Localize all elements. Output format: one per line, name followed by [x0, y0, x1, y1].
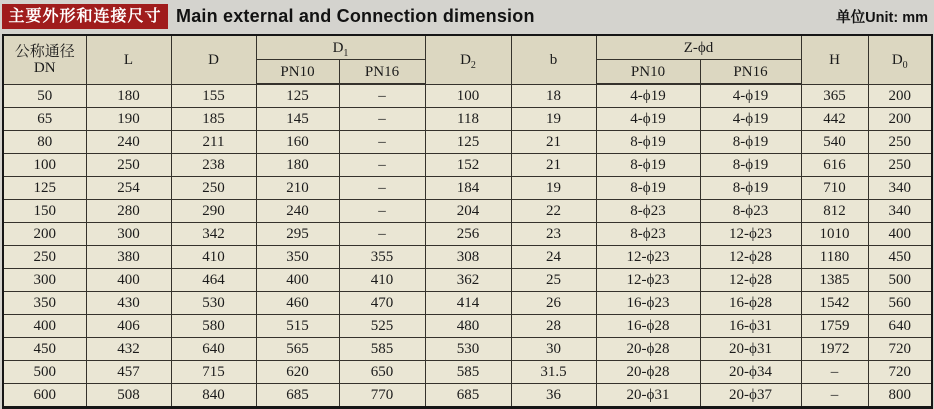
col-header-d: D [171, 35, 256, 84]
table-row [3, 177, 932, 200]
table-cell: 240 [86, 131, 171, 154]
table-cell: 280 [86, 200, 171, 223]
table-cell: 12-ϕ23 [596, 246, 700, 269]
table-cell: – [801, 384, 868, 408]
table-cell: 16-ϕ23 [596, 292, 700, 315]
table-cell: 8-ϕ19 [700, 154, 801, 177]
table-cell: 204 [425, 200, 511, 223]
col-header-h: H [801, 35, 868, 84]
table-cell: 685 [425, 384, 511, 408]
table-cell: 4-ϕ19 [700, 108, 801, 131]
col-header-dn-code: DN [33, 59, 56, 76]
table-cell: 155 [171, 84, 256, 108]
table-cell: – [339, 131, 425, 154]
table-cell: 515 [256, 315, 339, 338]
table-cell: 8-ϕ19 [596, 154, 700, 177]
table-cell: 30 [511, 338, 596, 361]
table-cell: 350 [3, 292, 86, 315]
table-row [3, 384, 932, 408]
table-cell: 254 [86, 177, 171, 200]
table-cell: 565 [256, 338, 339, 361]
table-cell: 406 [86, 315, 171, 338]
table-cell: 720 [868, 361, 932, 384]
table-cell: 414 [425, 292, 511, 315]
table-cell: 380 [86, 246, 171, 269]
table-cell: 600 [3, 384, 86, 408]
table-cell: 365 [801, 84, 868, 108]
table-cell: 20-ϕ31 [700, 338, 801, 361]
table-cell: 1972 [801, 338, 868, 361]
col-header-d0 [868, 35, 932, 84]
table-cell: 19 [511, 177, 596, 200]
table-cell: – [339, 177, 425, 200]
table-cell: 50 [3, 84, 86, 108]
table-cell: 238 [171, 154, 256, 177]
table-cell: 22 [511, 200, 596, 223]
table-row [3, 246, 932, 269]
table-cell: 290 [171, 200, 256, 223]
table-cell: 300 [3, 269, 86, 292]
table-cell: 432 [86, 338, 171, 361]
table-cell: 160 [256, 131, 339, 154]
col-header-dn [3, 35, 86, 84]
table-row [3, 292, 932, 315]
table-cell: – [339, 223, 425, 246]
table-cell: – [339, 200, 425, 223]
table-cell: 190 [86, 108, 171, 131]
table-cell: 1542 [801, 292, 868, 315]
dimension-table [2, 34, 933, 409]
table-cell: 400 [86, 269, 171, 292]
table-cell: 480 [425, 315, 511, 338]
table-cell: 8-ϕ23 [700, 200, 801, 223]
table-cell: 200 [3, 223, 86, 246]
table-cell: 31.5 [511, 361, 596, 384]
table-cell: 250 [3, 246, 86, 269]
table-cell: 355 [339, 246, 425, 269]
table-cell: 450 [868, 246, 932, 269]
table-cell: 250 [868, 154, 932, 177]
table-row [3, 223, 932, 246]
table-cell: 210 [256, 177, 339, 200]
unit-label: 单位Unit: mm [836, 10, 928, 26]
title-bar [0, 0, 934, 31]
table-row [3, 361, 932, 384]
table-cell: 8-ϕ19 [596, 131, 700, 154]
header-row-1 [3, 35, 932, 60]
table-cell: 8-ϕ19 [700, 177, 801, 200]
d1-base: D [332, 39, 344, 56]
table-cell: 150 [3, 200, 86, 223]
table-cell: 100 [425, 84, 511, 108]
table-cell: 185 [171, 108, 256, 131]
table-cell: 180 [86, 84, 171, 108]
table-cell: 145 [256, 108, 339, 131]
table-cell: 530 [171, 292, 256, 315]
table-row [3, 269, 932, 292]
table-cell: 8-ϕ19 [596, 177, 700, 200]
table-cell: 8-ϕ23 [596, 200, 700, 223]
table-cell: 100 [3, 154, 86, 177]
table-cell: 362 [425, 269, 511, 292]
table-cell: 460 [256, 292, 339, 315]
table-cell: 685 [256, 384, 339, 408]
table-cell: 580 [171, 315, 256, 338]
table-cell: 200 [868, 108, 932, 131]
table-cell: 200 [868, 84, 932, 108]
table-cell: 180 [256, 154, 339, 177]
table-cell: 840 [171, 384, 256, 408]
table-cell: 464 [171, 269, 256, 292]
table-cell: 812 [801, 200, 868, 223]
table-cell: 25 [511, 269, 596, 292]
table-cell: 720 [868, 338, 932, 361]
col-header-z-pn10: PN10 [596, 60, 700, 85]
table-cell: 36 [511, 384, 596, 408]
table-cell: 20-ϕ37 [700, 384, 801, 408]
table-cell: 12-ϕ23 [700, 223, 801, 246]
table-cell: 616 [801, 154, 868, 177]
table-cell: 4-ϕ19 [700, 84, 801, 108]
table-row [3, 131, 932, 154]
table-cell: 640 [171, 338, 256, 361]
table-cell: 250 [868, 131, 932, 154]
col-header-d2 [425, 35, 511, 84]
table-cell: 250 [86, 154, 171, 177]
table-cell: 21 [511, 131, 596, 154]
table-cell: 256 [425, 223, 511, 246]
table-cell: 295 [256, 223, 339, 246]
table-row [3, 200, 932, 223]
col-header-z-pn16: PN16 [700, 60, 801, 85]
table-cell: 21 [511, 154, 596, 177]
table-cell: 400 [256, 269, 339, 292]
table-cell: – [339, 154, 425, 177]
table-cell: 525 [339, 315, 425, 338]
table-cell: 457 [86, 361, 171, 384]
table-cell: 12-ϕ23 [596, 269, 700, 292]
col-header-d1-pn16: PN16 [339, 60, 425, 85]
table-cell: 8-ϕ19 [700, 131, 801, 154]
table-cell: 650 [339, 361, 425, 384]
table-header [3, 35, 932, 84]
table-cell: 4-ϕ19 [596, 84, 700, 108]
table-cell: 211 [171, 131, 256, 154]
table-cell: 16-ϕ28 [596, 315, 700, 338]
table-cell: 350 [256, 246, 339, 269]
table-cell: 16-ϕ31 [700, 315, 801, 338]
table-row [3, 108, 932, 131]
d2-base: D [460, 51, 471, 68]
table-cell: 470 [339, 292, 425, 315]
col-header-dn-zh: 公称通径 [14, 43, 75, 60]
table-cell: 24 [511, 246, 596, 269]
col-header-l: L [86, 35, 171, 84]
table-cell: – [339, 84, 425, 108]
page-title: Main external and Connection dimension [176, 6, 535, 26]
table-cell: 410 [339, 269, 425, 292]
table-cell: 508 [86, 384, 171, 408]
table-cell: 12-ϕ28 [700, 246, 801, 269]
table-cell: 20-ϕ28 [596, 361, 700, 384]
d0-subscript: 0 [902, 59, 908, 71]
table-cell: 152 [425, 154, 511, 177]
table-cell: 65 [3, 108, 86, 131]
table-cell: 308 [425, 246, 511, 269]
col-header-d1-pn10: PN10 [256, 60, 339, 85]
table-cell: 430 [86, 292, 171, 315]
table-cell: 585 [425, 361, 511, 384]
table-cell: 500 [868, 269, 932, 292]
col-header-b: b [511, 35, 596, 84]
table-cell: 8-ϕ23 [596, 223, 700, 246]
table-row [3, 154, 932, 177]
table-cell: 28 [511, 315, 596, 338]
d0-base: D [891, 51, 903, 68]
table-cell: 800 [868, 384, 932, 408]
table-cell: 710 [801, 177, 868, 200]
d2-subscript: 2 [470, 59, 476, 71]
table-cell: 20-ϕ28 [596, 338, 700, 361]
table-row [3, 315, 932, 338]
table-cell: 585 [339, 338, 425, 361]
col-header-d1 [256, 35, 425, 60]
table-cell: 340 [868, 200, 932, 223]
table-cell: 442 [801, 108, 868, 131]
table-cell: 20-ϕ34 [700, 361, 801, 384]
table-cell: 23 [511, 223, 596, 246]
table-cell: 125 [256, 84, 339, 108]
col-header-z-phi-d: Z-ϕd [596, 35, 801, 60]
table-cell: 1385 [801, 269, 868, 292]
table-cell: 715 [171, 361, 256, 384]
table-cell: 450 [3, 338, 86, 361]
table-body [3, 84, 932, 408]
table-cell: 1759 [801, 315, 868, 338]
table-cell: 540 [801, 131, 868, 154]
table-cell: 16-ϕ28 [700, 292, 801, 315]
d1-subscript: 1 [343, 47, 349, 59]
table-cell: 250 [171, 177, 256, 200]
table-cell: 342 [171, 223, 256, 246]
table-cell: 640 [868, 315, 932, 338]
table-cell: 410 [171, 246, 256, 269]
table-cell: 400 [3, 315, 86, 338]
table-cell: 184 [425, 177, 511, 200]
table-row [3, 338, 932, 361]
table-cell: 125 [425, 131, 511, 154]
table-cell: 240 [256, 200, 339, 223]
table-cell: 770 [339, 384, 425, 408]
table-cell: 530 [425, 338, 511, 361]
table-cell: 118 [425, 108, 511, 131]
table-cell: 500 [3, 361, 86, 384]
table-cell: 300 [86, 223, 171, 246]
title-badge-zh: 主要外形和连接尺寸 [2, 4, 168, 29]
table-cell: 125 [3, 177, 86, 200]
table-cell: 400 [868, 223, 932, 246]
table-cell: 18 [511, 84, 596, 108]
table-cell: 19 [511, 108, 596, 131]
table-cell: 620 [256, 361, 339, 384]
table-row [3, 84, 932, 108]
table-cell: 20-ϕ31 [596, 384, 700, 408]
table-cell: – [339, 108, 425, 131]
table-cell: 1180 [801, 246, 868, 269]
table-cell: 26 [511, 292, 596, 315]
table-cell: 1010 [801, 223, 868, 246]
table-cell: 80 [3, 131, 86, 154]
table-cell: 560 [868, 292, 932, 315]
table-cell: 4-ϕ19 [596, 108, 700, 131]
table-cell: – [801, 361, 868, 384]
table-cell: 12-ϕ28 [700, 269, 801, 292]
table-cell: 340 [868, 177, 932, 200]
